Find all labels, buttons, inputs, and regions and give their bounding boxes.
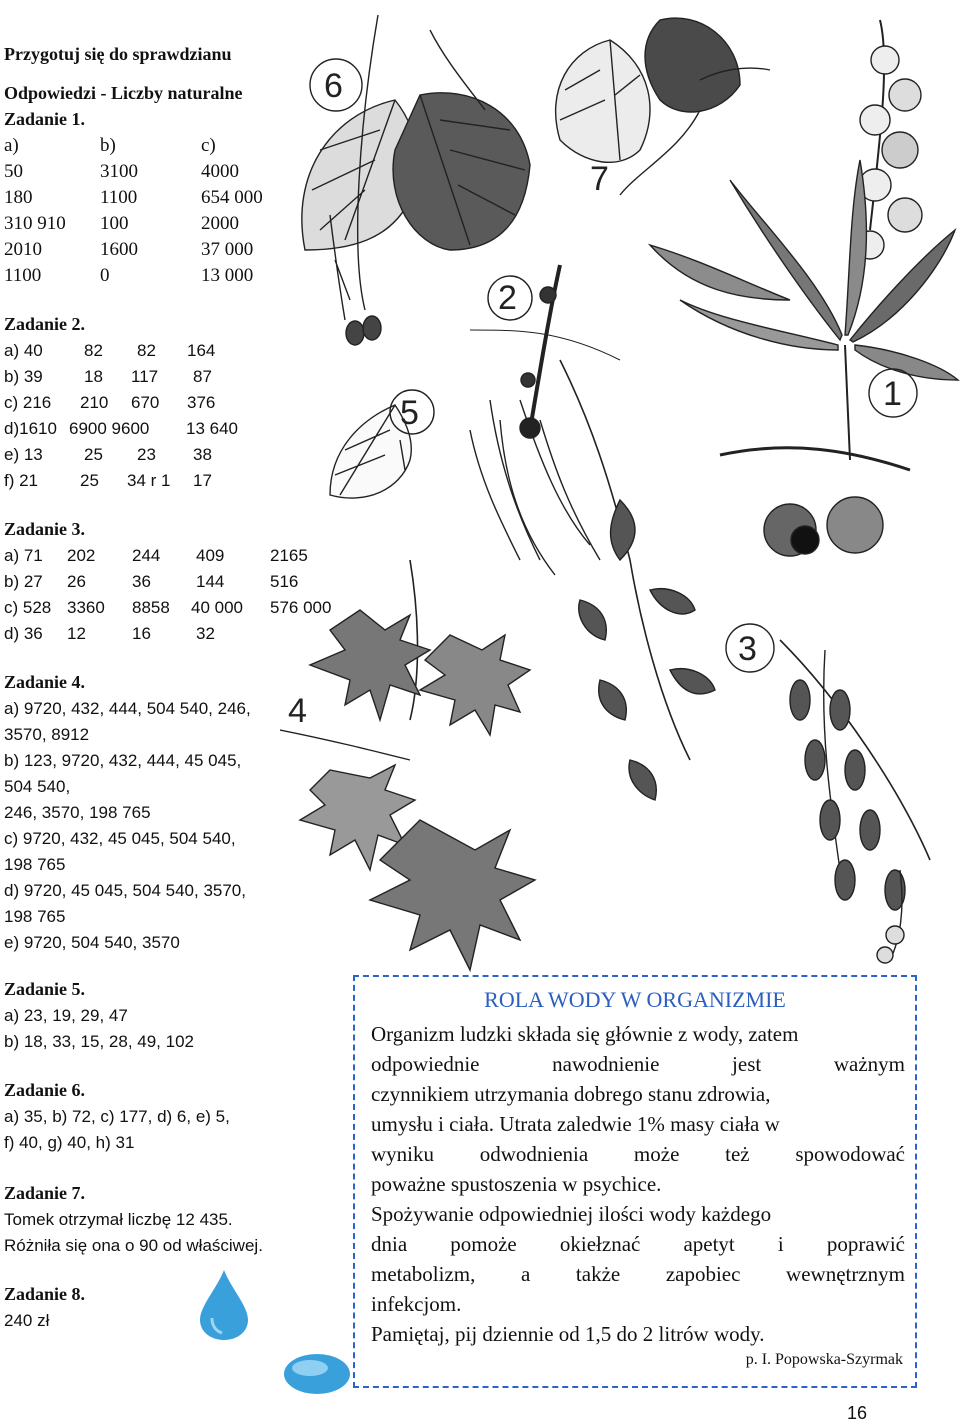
water-info-box [353,975,917,1388]
z1-cell: 100 [100,213,129,234]
z6-heading: Zadanie 6. [4,1080,86,1100]
z6-line: f) 40, g) 40, h) 31 [4,1133,135,1152]
z2-cell: 17 [193,471,212,490]
z5-line: a) 23, 19, 29, 47 [4,1006,128,1025]
z2-cell: f) 21 [4,471,39,490]
z2-cell: 82 [137,341,156,360]
page-title: Przygotuj się do sprawdzianu [4,44,232,64]
z2-cell: 670 [131,393,160,412]
z1-col-a: a) [4,135,19,156]
illus-number-4: 4 [288,692,307,730]
z3-cell: a) 71 [4,546,43,565]
z4-line: 198 765 [4,855,66,874]
z1-cell: 180 [4,187,33,208]
z4-line: a) 9720, 432, 444, 504 540, 246, [4,699,251,718]
z2-cell: 82 [84,341,103,360]
z2-cell: 164 [187,341,216,360]
z4-line: d) 9720, 45 045, 504 540, 3570, [4,881,246,900]
water-drop-icon [198,1268,250,1342]
z2-cell: 25 [80,471,99,490]
z3-cell: 3360 [67,598,105,617]
z3-heading: Zadanie 3. [4,519,86,539]
z2-cell: 34 r 1 [127,471,171,490]
z2-cell: 210 [80,393,109,412]
z1-cell: 2010 [4,239,42,260]
illus-number-1: 1 [883,375,902,413]
z2-cell: 117 [131,367,159,386]
z7-line: Różniła się ona o 90 od właściwej. [4,1236,263,1255]
z1-cell: 50 [4,161,23,182]
water-info-line: poważne spustoszenia w psychice. [371,1172,662,1196]
z4-line: e) 9720, 504 540, 3570 [4,933,180,952]
z4-line: 504 540, [4,777,71,796]
illus-number-5: 5 [400,394,419,432]
page-number: 16 [847,1403,868,1423]
z2-cell: e) 13 [4,445,43,464]
water-info-line: dnia pomoże okiełznać apetyt i poprawić [371,1232,905,1256]
z7-line: Tomek otrzymał liczbę 12 435. [4,1210,233,1229]
leaves-illustration [280,0,960,975]
z2-cell: 6900 9600 [69,419,150,438]
z4-heading: Zadanie 4. [4,672,86,692]
z1-cell: 1600 [100,239,138,260]
illus-number-6: 6 [324,67,343,105]
z7-heading: Zadanie 7. [4,1183,86,1203]
z1-cell: 3100 [100,161,138,182]
z4-line: b) 123, 9720, 432, 444, 45 045, [4,751,242,770]
water-info-line: metabolizm, a także zapobiec wewnętrznym [371,1262,905,1286]
z2-cell: 25 [84,445,103,464]
water-info-author: p. I. Popowska-Szyrmak [745,1351,903,1368]
z5-line: b) 18, 33, 15, 28, 49, 102 [4,1032,194,1051]
z3-cell: d) 36 [4,624,43,643]
z1-cell: 13 000 [201,265,254,286]
z1-cell: 654 000 [201,187,263,208]
z4-line: 3570, 8912 [4,725,90,744]
z3-cell: 16 [132,624,151,643]
z2-cell: 18 [84,367,103,386]
page-subtitle: Odpowiedzi - Liczby naturalne [4,83,243,103]
illus-number-2: 2 [498,279,517,317]
z4-line: 198 765 [4,907,66,926]
ash-leaf-drawing [470,265,715,800]
z2-cell: 13 640 [186,419,238,438]
z3-cell: 2165 [270,546,308,565]
z3-cell: 202 [67,546,96,565]
z1-cell: 37 000 [201,239,254,260]
illus-number-7: 7 [590,160,609,198]
z3-cell: 40 000 [191,598,243,617]
water-info-line: wyniku odwodnienia może też spowodować [371,1142,905,1166]
z3-cell: 409 [196,546,225,565]
z3-cell: 244 [132,546,161,565]
z3-cell: 26 [67,572,86,591]
water-info-line: Organizm ludzki składa się głównie z wody, zatem [371,1022,799,1046]
z2-cell: 87 [193,367,212,386]
z3-cell: 8858 [132,598,170,617]
z1-col-b: b) [100,135,116,156]
z1-col-c: c) [201,135,216,156]
z3-cell: 516 [270,572,299,591]
z3-cell: b) 27 [4,572,43,591]
z4-line: 246, 3570, 198 765 [4,803,151,822]
z1-cell: 1100 [4,265,42,286]
z3-cell: 144 [196,572,225,591]
linden-leaf-drawing [302,15,530,345]
z2-heading: Zadanie 2. [4,314,86,334]
z3-cell: 12 [67,624,86,643]
twig-leaf-drawing [556,18,770,195]
water-info-title: ROLA WODY W ORGANIZMIE [484,987,786,1012]
z2-cell: 376 [187,393,216,412]
z2-cell: c) 216 [4,393,52,412]
z2-cell: d)1610 [4,419,57,438]
water-info-line: Pamiętaj, pij dziennie od 1,5 do 2 litrów wody. [371,1322,765,1346]
z1-cell: 4000 [201,161,239,182]
z3-cell: c) 528 [4,598,52,617]
z2-cell: b) 39 [4,367,43,386]
z8-heading: Zadanie 8. [4,1284,86,1304]
z1-cell: 0 [100,265,110,286]
water-info-line: czynnikiem utrzymania dobrego stanu zdrowia, [371,1082,771,1106]
water-info-line: infekcjom. [371,1292,462,1316]
z2-cell: 38 [193,445,212,464]
z5-heading: Zadanie 5. [4,979,86,999]
z1-cell: 1100 [100,187,138,208]
z1-cell: 310 910 [4,213,66,234]
z3-cell: 576 000 [270,598,332,617]
z3-cell: 32 [196,624,215,643]
z8-answer: 240 zł [4,1311,50,1330]
z6-line: a) 35, b) 72, c) 177, d) 6, e) 5, [4,1107,230,1126]
z2-cell: 23 [137,445,156,464]
z2-cell: a) 40 [4,341,43,360]
maple-leaf-drawing [280,560,535,970]
z1-heading: Zadanie 1. [4,109,86,129]
water-info-line: Spożywanie odpowiedniej ilości wody każdego [371,1202,772,1226]
illus-number-3: 3 [738,630,757,668]
z4-line: c) 9720, 432, 45 045, 504 540, [4,829,236,848]
water-info-line: umysłu i ciała. Utrata zaledwie 1% masy ciała w [371,1112,780,1136]
z3-cell: 36 [132,572,151,591]
z1-cell: 2000 [201,213,239,234]
water-puddle-icon [282,1352,352,1396]
locust-leaf-drawing [780,640,930,963]
water-info-line: odpowiednie nawodnienie jest ważnym [371,1052,905,1076]
